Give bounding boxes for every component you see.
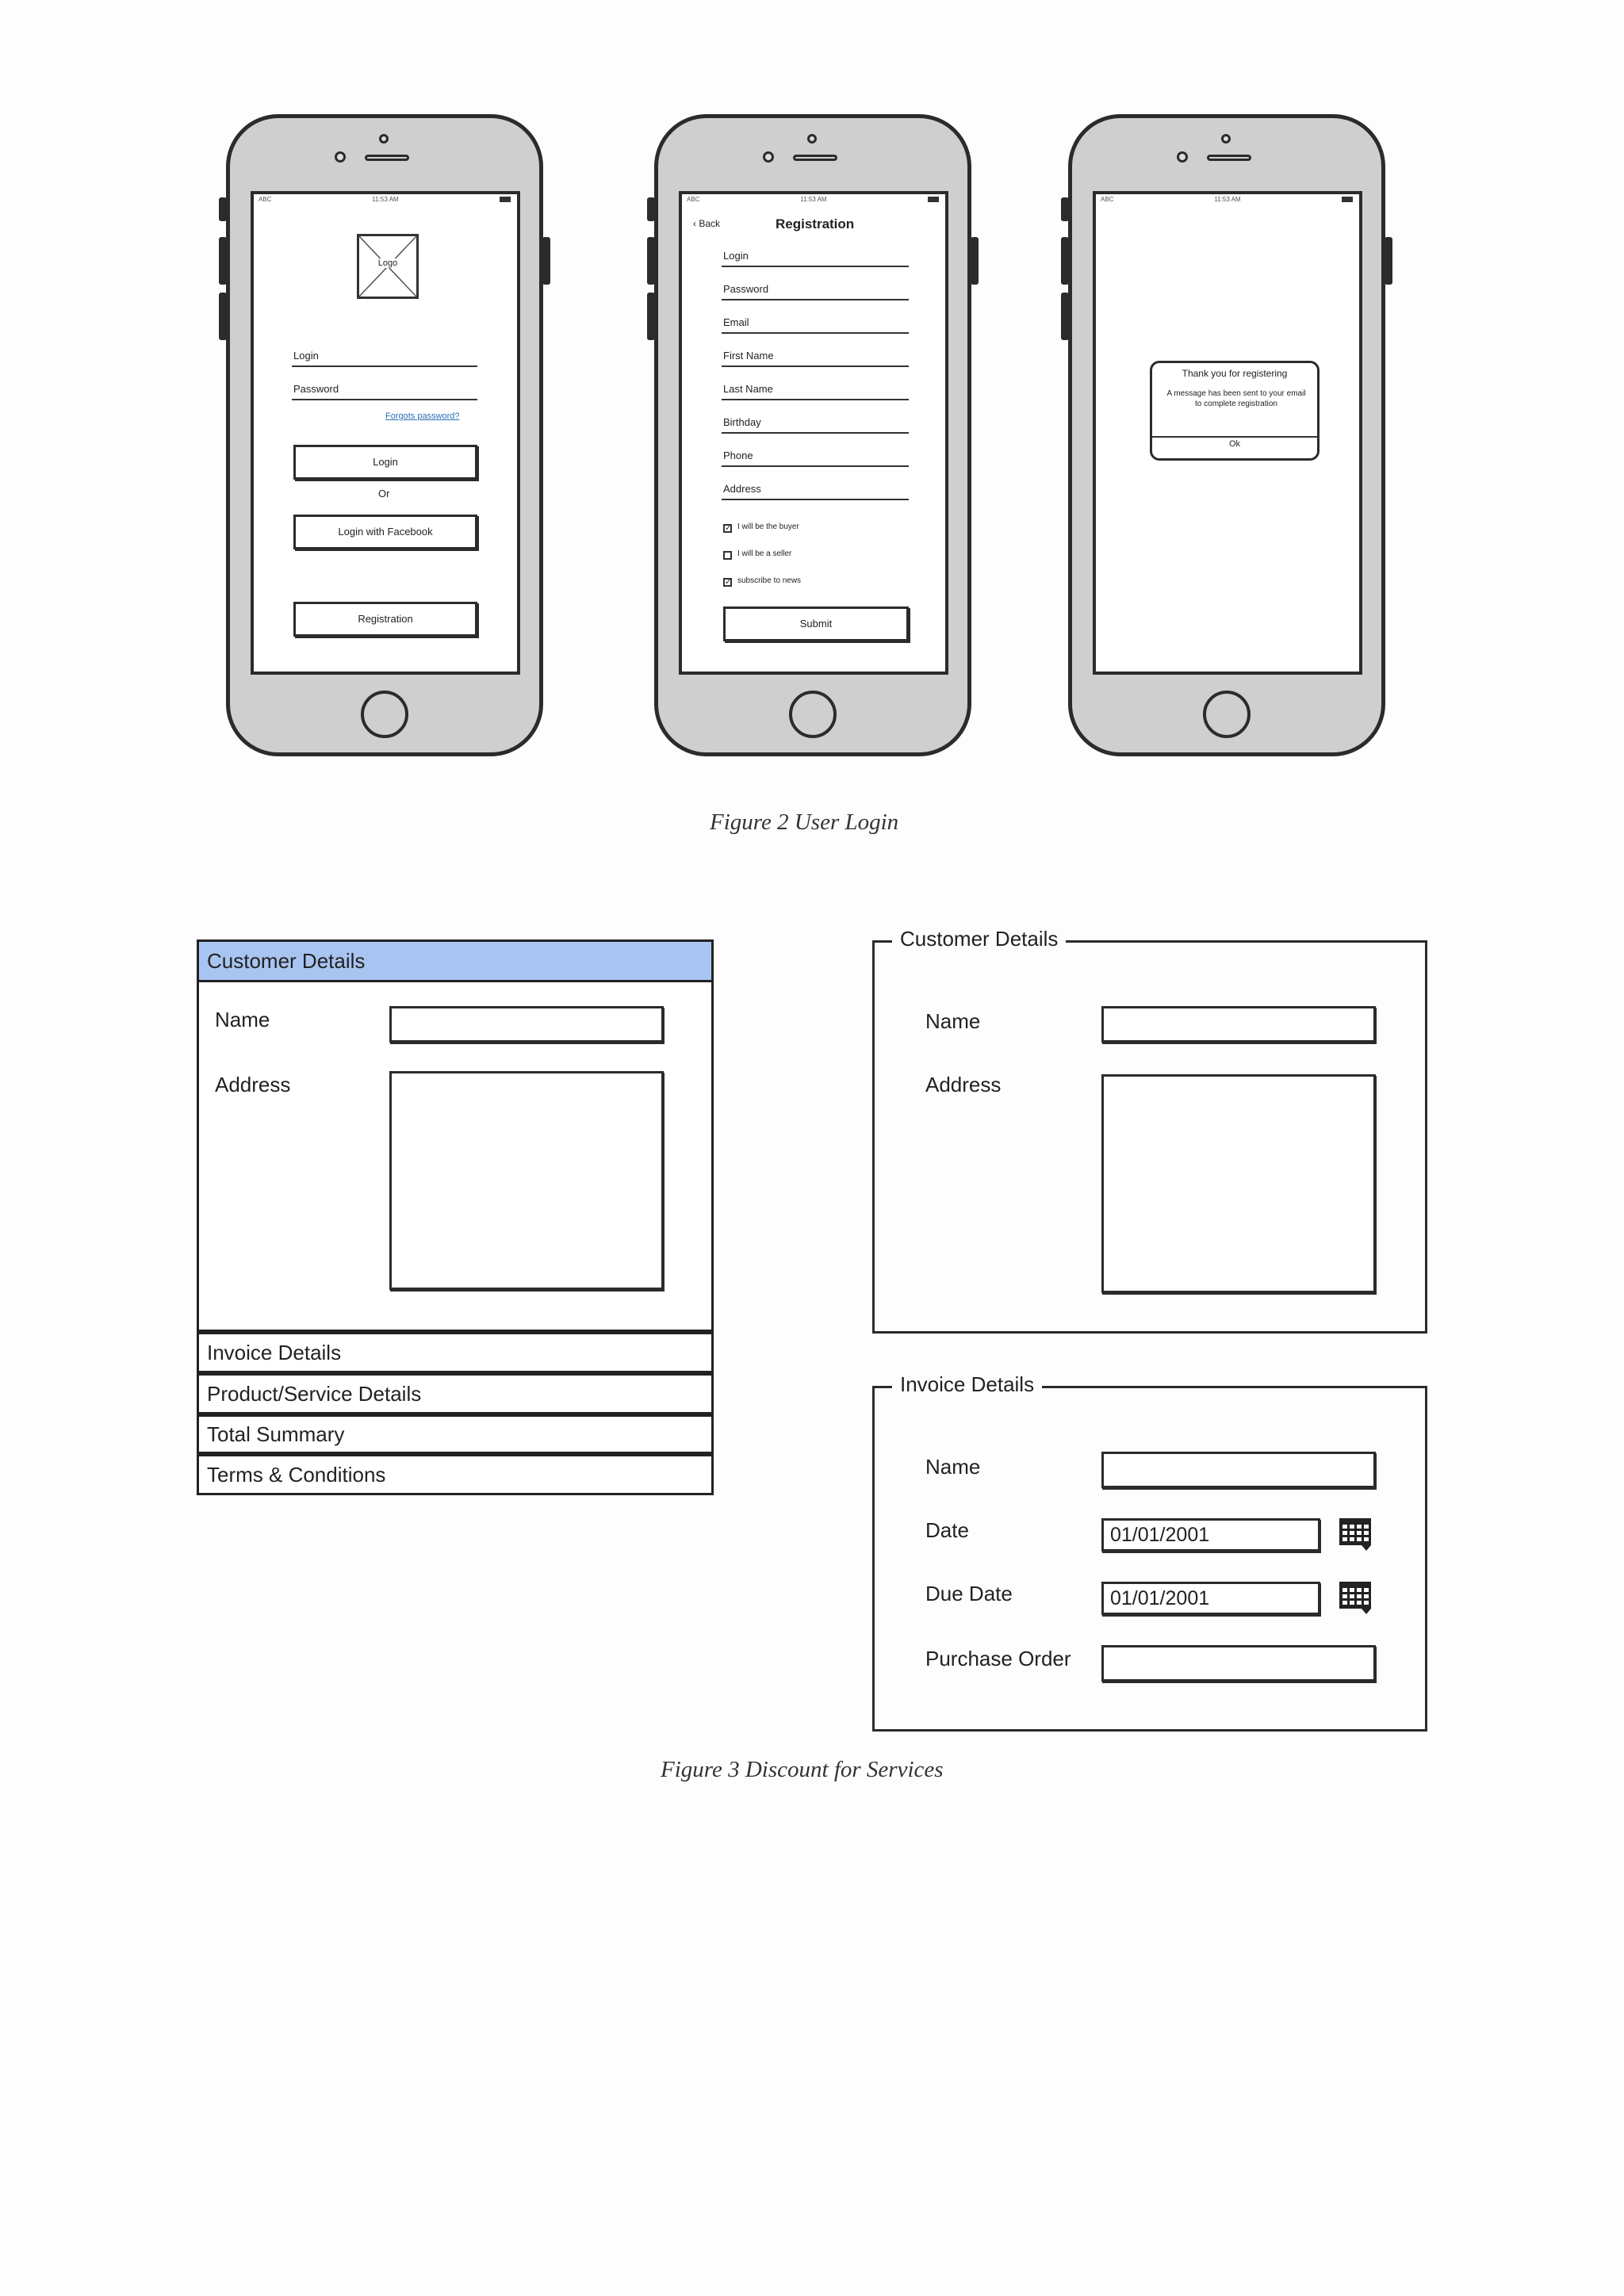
carrier-label: ABC bbox=[259, 196, 272, 203]
accordion-terms-conditions-header[interactable]: Terms & Conditions bbox=[197, 1454, 714, 1495]
phone-field[interactable] bbox=[722, 465, 909, 467]
password-label: Password bbox=[293, 383, 339, 395]
purchase-order-input[interactable] bbox=[1101, 1645, 1376, 1682]
login-screen bbox=[251, 191, 520, 675]
purchase-order-label: Purchase Order bbox=[925, 1647, 1071, 1670]
accordion-invoice-details-header[interactable]: Invoice Details bbox=[197, 1332, 714, 1373]
dialog-message: A message has been sent to your email to complete registration bbox=[1166, 389, 1306, 408]
login-phone-mockup bbox=[226, 114, 543, 756]
dialog-ok-button[interactable]: Ok bbox=[1228, 439, 1241, 449]
accordion-customer-details-panel bbox=[197, 982, 714, 1332]
logo-text: Logo bbox=[359, 258, 416, 268]
address-textarea[interactable] bbox=[1101, 1074, 1376, 1293]
field-label-login: Login bbox=[723, 250, 749, 262]
logo-placeholder bbox=[357, 234, 419, 299]
status-bar bbox=[254, 194, 517, 205]
subscribe-checkbox[interactable]: ✓ bbox=[725, 578, 732, 587]
buyer-checkbox-label: I will be the buyer bbox=[737, 522, 799, 531]
battery-icon bbox=[928, 197, 939, 202]
registration-screen bbox=[679, 191, 948, 675]
due-date-label: Due Date bbox=[925, 1582, 1013, 1605]
time-label: 11:53 AM bbox=[800, 196, 827, 203]
figure-caption-user-login: Figure 2 User Login bbox=[710, 809, 899, 835]
home-button bbox=[361, 691, 408, 738]
field-label-email: Email bbox=[723, 316, 749, 328]
registration-phone-mockup bbox=[654, 114, 971, 756]
back-button[interactable]: ‹ Back bbox=[693, 218, 721, 229]
facebook-login-button[interactable]: Login with Facebook bbox=[293, 515, 477, 549]
login-field[interactable] bbox=[292, 365, 477, 367]
address-label: Address bbox=[215, 1073, 291, 1096]
forgot-password-link[interactable]: Forgots password? bbox=[385, 411, 460, 421]
invoice-name-input[interactable] bbox=[1101, 1452, 1376, 1488]
password-field[interactable] bbox=[722, 299, 909, 300]
invoice-details-legend: Invoice Details bbox=[892, 1372, 1042, 1397]
invoice-details-group bbox=[872, 1372, 1427, 1732]
submit-button[interactable]: Submit bbox=[723, 607, 909, 641]
due-date-input[interactable]: 01/01/2001 bbox=[1101, 1582, 1320, 1615]
address-field[interactable] bbox=[722, 499, 909, 500]
home-button bbox=[789, 691, 837, 738]
subscribe-checkbox-label: subscribe to news bbox=[737, 576, 802, 585]
time-label: 11:53 AM bbox=[1214, 196, 1241, 203]
login-field[interactable] bbox=[722, 266, 909, 267]
carrier-label: ABC bbox=[1101, 196, 1114, 203]
back-label: Back bbox=[699, 218, 721, 229]
status-bar bbox=[1096, 194, 1359, 205]
accordion-product-service-details-header[interactable]: Product/Service Details bbox=[197, 1373, 714, 1414]
login-label: Login bbox=[293, 350, 319, 362]
time-label: 11:53 AM bbox=[372, 196, 399, 203]
confirmation-phone-mockup bbox=[1068, 114, 1385, 756]
customer-details-group bbox=[872, 927, 1427, 1334]
battery-icon bbox=[500, 197, 511, 202]
buyer-checkbox[interactable]: ✓ bbox=[725, 524, 732, 533]
field-label-first-name: First Name bbox=[723, 350, 774, 362]
name-label: Name bbox=[925, 1009, 981, 1033]
date-label: Date bbox=[925, 1518, 969, 1542]
accordion-customer-details-header[interactable]: Customer Details bbox=[197, 939, 714, 982]
carrier-label: ABC bbox=[687, 196, 700, 203]
status-bar bbox=[682, 194, 945, 205]
field-label-phone: Phone bbox=[723, 450, 753, 461]
figure-caption-discount-services: Figure 3 Discount for Services bbox=[661, 1757, 944, 1782]
email-field[interactable] bbox=[722, 332, 909, 334]
field-label-last-name: Last Name bbox=[723, 383, 773, 395]
address-label: Address bbox=[925, 1073, 1002, 1096]
home-button bbox=[1203, 691, 1251, 738]
page-title: Registration bbox=[776, 216, 855, 232]
name-label: Name bbox=[215, 1008, 270, 1031]
confirmation-screen bbox=[1093, 191, 1362, 675]
invoice-name-label: Name bbox=[925, 1455, 981, 1479]
seller-checkbox[interactable] bbox=[723, 551, 732, 560]
name-input[interactable] bbox=[1101, 1006, 1376, 1043]
calendar-icon[interactable] bbox=[1338, 1515, 1374, 1552]
date-input[interactable]: 01/01/2001 bbox=[1101, 1518, 1320, 1552]
customer-details-legend: Customer Details bbox=[892, 927, 1066, 951]
name-input[interactable] bbox=[389, 1006, 664, 1043]
or-label: Or bbox=[378, 488, 390, 499]
field-label-address: Address bbox=[723, 483, 761, 495]
confirmation-dialog bbox=[1150, 361, 1320, 461]
accordion-total-summary-header[interactable]: Total Summary bbox=[197, 1414, 714, 1454]
dialog-title: Thank you for registering bbox=[1182, 368, 1288, 379]
last-name-field[interactable] bbox=[722, 399, 909, 400]
birthday-field[interactable] bbox=[722, 432, 909, 434]
calendar-icon[interactable] bbox=[1338, 1578, 1374, 1615]
registration-button[interactable]: Registration bbox=[293, 602, 477, 637]
login-button[interactable]: Login bbox=[293, 445, 477, 480]
first-name-field[interactable] bbox=[722, 365, 909, 367]
field-label-birthday: Birthday bbox=[723, 416, 761, 428]
field-label-password: Password bbox=[723, 283, 769, 295]
address-textarea[interactable] bbox=[389, 1071, 664, 1290]
battery-icon bbox=[1342, 197, 1353, 202]
password-field[interactable] bbox=[292, 399, 477, 400]
seller-checkbox-label: I will be a seller bbox=[737, 549, 792, 558]
